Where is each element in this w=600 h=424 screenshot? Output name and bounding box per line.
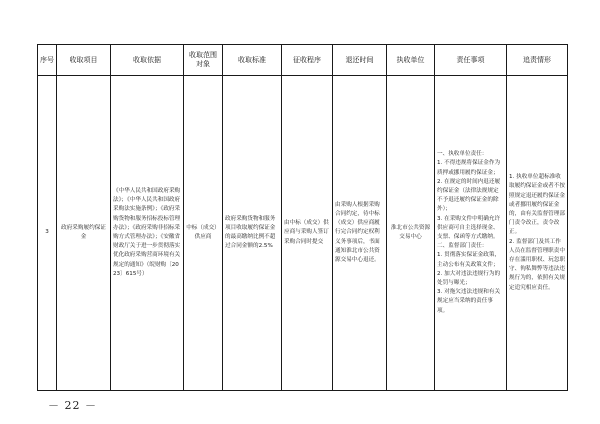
header-duty: 责任事项 [435,45,507,76]
fee-table [37,44,568,391]
cell-accountability: 1. 执收单位超标准收取履约保证金或者不按照规定退还履约保证金或者挪用履约保证金的，由有关监督管理部门责令改正，责令改正。 2. 监督部门及其工作人员在监督管理职责中存在滥用职权、玩忽职守、徇私舞弊等违法违规行为的，依照有关规定追究相应责任。 [507,76,568,391]
cell-item: 政府采购履约保证金 [57,76,111,391]
header-refund: 退还时间 [333,45,387,76]
cell-procedure: 由中标（成交）供应商与采购人签订采购合同时提交 [282,76,333,391]
cell-scope: 中标（成交）供应商 [184,76,223,391]
header-seq: 序号 [38,45,57,76]
header-accountability: 追责情形 [507,45,568,76]
cell-seq: 3 [38,76,57,391]
header-scope: 收取范围对象 [184,45,223,76]
page-number: － 22 － [48,399,97,412]
cell-duty: 一、执收单位责任： 1. 不得违规将保证金作为质押或挪用履约保证金； 2. 在规定的时间内退还履约保证金（法律法规规定不予退还履约保证金的除外）； 3. 在采购文件中明确允许供应商可自主选择现金、支票、保函等方式缴纳。 二、监督部门责任： 1. 贯彻落实保证金政策，主动公布有关政策文件； 2. 加大对违法违规行为的处罚与曝光； 3. 对拖欠违法违规和有关规定应当采纳的责任事项。 [435,76,507,391]
cell-unit: 淮北市公共资源交易中心 [387,76,435,391]
header-item: 收取项目 [57,45,111,76]
cell-refund: 由采购人根据采购合同约定，待中标（成交）供应商履行完合同约定权利义务事项后，书面通知淮北市公共资源交易中心退还。 [333,76,387,391]
header-basis: 收取依据 [111,45,184,76]
header-standard: 收取标准 [223,45,282,76]
table-row [38,76,568,391]
cell-basis: 《中华人民共和国政府采购法》；《中华人民共和国政府采购法实施条例》；《政府采购货物和服务招标投标管理办法》；《政府采购非招标采购方式管理办法》；《安徽省财政厅关于进一步贯彻落实优化政府采购营商环境有关规定的通知》（皖财购〔2023〕615号） [111,76,184,391]
header-unit: 执收单位 [387,45,435,76]
cell-standard: 政府采购货物和服务项目收取履约保证金的最高缴纳比例不超过合同金额的2.5% [223,76,282,391]
header-procedure: 征收程序 [282,45,333,76]
header-row [38,45,568,76]
